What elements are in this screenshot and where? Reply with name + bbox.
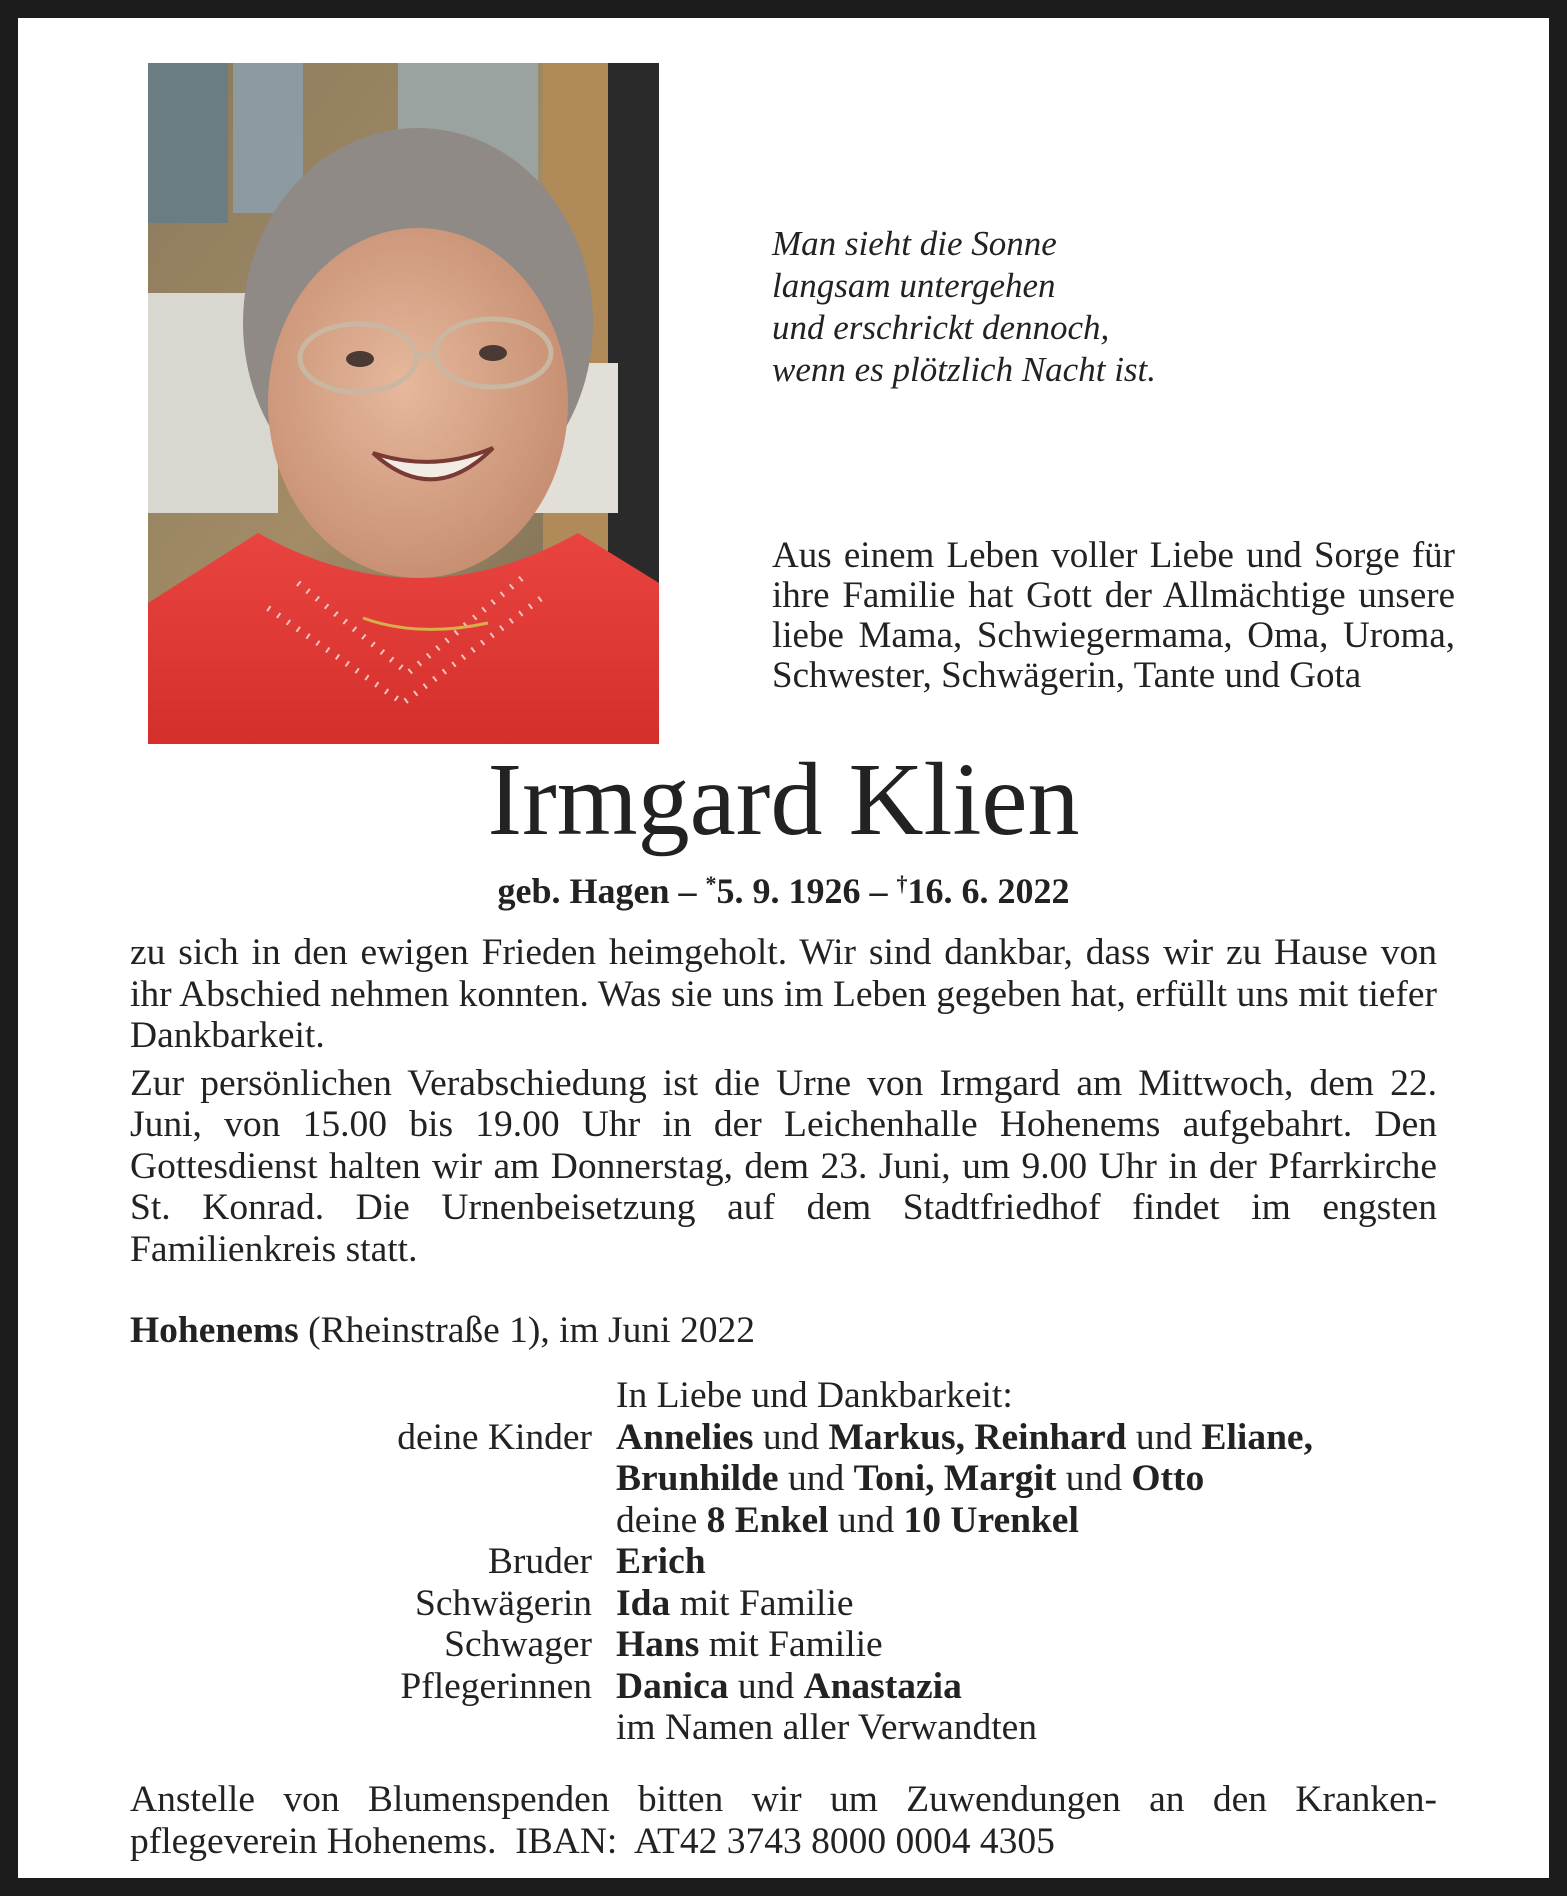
mourner-row-bruder <box>130 1541 1437 1583</box>
separator: – <box>869 871 888 911</box>
mourner-row-enkel <box>130 1500 1437 1542</box>
mourner-name: Erich <box>616 1541 706 1582</box>
motto-verse <box>772 223 1156 391</box>
donation-note <box>130 1779 1437 1862</box>
connector-word: und <box>737 1665 795 1707</box>
donation-line-2: pflegeverein Hohenems. IBAN: AT42 3743 8000 0004 4305 <box>130 1820 1055 1862</box>
mourner-name: Hans <box>616 1624 700 1665</box>
mourner-row-schwaegerin <box>130 1583 1437 1625</box>
separator: – <box>678 871 697 911</box>
body-paragraph-2: Zur persönlichen Verabschiedung ist die Urne von Irmgard am Mittwoch, dem 22. Juni, von 15.00 bis 19.00 Uhr in der Leichenhalle Hohenems aufgebahrt. Den Gottesdienst halten wir am Donnerstag, dem 23. Juni, um 9.00 Uhr in der Pfarrkirche St. Konrad. Die Urnenbeisetzung auf dem Stadtfriedhof findet im engsten Familienkreis statt. <box>130 1062 1437 1270</box>
life-dates <box>0 862 1567 913</box>
mourners-list <box>130 1375 1437 1749</box>
motto-line: Man sieht die Sonne <box>772 224 1057 263</box>
motto-line: wenn es plötzlich Nacht ist. <box>772 350 1157 389</box>
mourner-name: Anastazia <box>803 1665 962 1707</box>
portrait-photo <box>148 63 659 744</box>
body-paragraph-1: zu sich in den ewigen Frieden heimgeholt. Wir sind dankbar, dass wir zu Hause von ihr Abschied nehmen konnten. Was sie uns im Leben gegeben hat, erfüllt uns mit tiefer Dankbarkeit. <box>130 932 1437 1056</box>
mourner-label: Bruder <box>487 1541 592 1582</box>
mourner-suffix: mit Familie <box>708 1624 883 1665</box>
mourner-label: deine Kinder <box>397 1416 592 1458</box>
mourners-heading: In Liebe und Dankbarkeit: <box>616 1375 1013 1416</box>
mourner-label: Schwägerin <box>414 1582 592 1624</box>
mourners-heading-row <box>130 1375 1437 1417</box>
mourner-name: Eliane, <box>1201 1416 1313 1458</box>
mourner-name: Annelies <box>616 1416 754 1458</box>
mourner-row-closing <box>130 1707 1437 1749</box>
mourner-name: Ida <box>616 1582 671 1624</box>
mourner-name: Danica <box>616 1665 729 1707</box>
mourner-row-kinder-2 <box>130 1458 1437 1500</box>
connector-word: und <box>762 1416 820 1458</box>
mourner-name: Otto <box>1131 1458 1205 1499</box>
mourner-name: Markus, <box>828 1416 965 1458</box>
mourners-closing: im Namen aller Verwandten <box>616 1707 1038 1748</box>
maiden-name: geb. Hagen <box>497 871 670 911</box>
intro-text: Aus einem Leben voller Liebe und Sorge für ihre Familie hat Gott der Allmächtige unsere liebe Mama, Schwiegermama, Oma, Uroma, Schwester, Schwägerin, Tante und Gota <box>772 535 1455 696</box>
mourner-name: Brunhilde <box>616 1458 779 1499</box>
connector-word: und <box>787 1458 845 1499</box>
mourner-name: 10 Urenkel <box>903 1499 1079 1541</box>
motto-line: und erschrickt dennoch, <box>772 308 1110 347</box>
mourner-label: Pflegerinnen <box>400 1665 592 1707</box>
birth-symbol: * <box>705 871 717 896</box>
death-date: 16. 6. 2022 <box>907 871 1070 911</box>
connector-word: deine <box>616 1499 698 1541</box>
connector-word: und <box>1065 1458 1122 1499</box>
donation-line-1: Anstelle von Blumenspenden bitten wir um Zuwendungen an den Kranken- <box>130 1779 1437 1820</box>
mourner-row-kinder <box>130 1417 1437 1459</box>
mourner-name: Toni, <box>853 1458 935 1499</box>
mourner-row-schwager <box>130 1624 1437 1666</box>
place-rest: (Rheinstraße 1), im Juni 2022 <box>308 1310 755 1351</box>
mourner-row-pfleger <box>130 1666 1437 1708</box>
mourner-name: Reinhard <box>974 1416 1127 1458</box>
place-town: Hohenems <box>130 1310 299 1351</box>
connector-word: und <box>837 1499 895 1541</box>
death-symbol: † <box>896 871 908 896</box>
connector-word: und <box>1135 1416 1193 1458</box>
obituary-body <box>130 932 1437 1276</box>
birth-date: 5. 9. 1926 <box>716 871 861 911</box>
mourner-label: Schwager <box>444 1624 592 1665</box>
mourner-suffix: mit Familie <box>679 1582 854 1624</box>
deceased-name: Irmgard Klien <box>487 742 1080 857</box>
place-date <box>130 1310 755 1352</box>
motto-line: langsam untergehen <box>772 266 1056 305</box>
mourner-name: 8 Enkel <box>706 1499 829 1541</box>
mourner-name: Margit <box>943 1458 1057 1499</box>
